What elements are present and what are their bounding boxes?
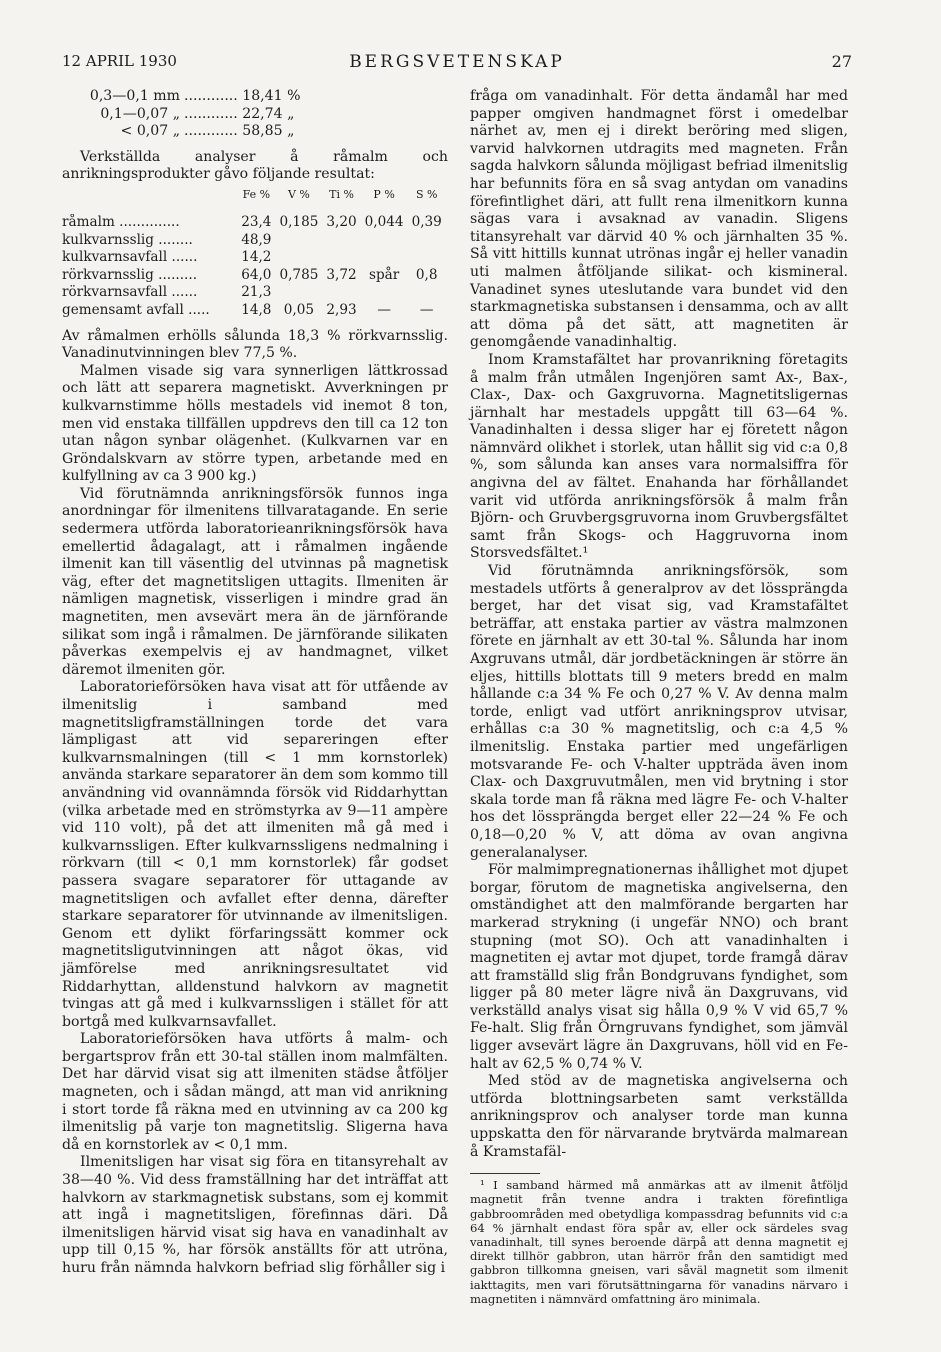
analysis-table bbox=[62, 188, 448, 320]
page-header bbox=[62, 50, 852, 76]
cell bbox=[363, 232, 406, 250]
column-header: Fe % bbox=[242, 187, 271, 201]
row-label: råmalm .............. bbox=[62, 213, 180, 230]
sieve-row bbox=[62, 123, 448, 141]
cell: 23,4 bbox=[241, 213, 272, 230]
row-label: kulkvarnsslig ........ bbox=[62, 231, 193, 248]
cell bbox=[278, 232, 321, 250]
sieve-value: ............ 18,41 % bbox=[184, 88, 301, 104]
sieve-row bbox=[62, 88, 448, 106]
body-paragraph: Malmen visade sig vara synnerligen lättkrossad och lätt att separera magnetiskt. Avverkningen pr kulkvarnstimme hölls mestadels vid inemot 8 ton, men vid enstaka tillfällen uppdrevs den till ca 12 ton utan någon synbar olägenhet. (Kulkvarnen var en Gröndalskvarn av större typen, arbetande med en kulfyllning av ca 3 900 kg.) bbox=[62, 362, 448, 485]
column-header: S % bbox=[415, 187, 438, 201]
table-row bbox=[62, 302, 448, 320]
cell: 3,72 bbox=[326, 266, 357, 283]
sieve-analysis bbox=[62, 88, 448, 141]
sieve-size: 0,1—0,07 „ bbox=[100, 105, 180, 122]
table-row bbox=[62, 284, 448, 302]
sieve-size: < 0,07 „ bbox=[120, 123, 180, 140]
row-label: gemensamt avfall ..... bbox=[62, 301, 210, 318]
table-header-row bbox=[62, 188, 448, 214]
body-paragraph: Ilmenitsligen har visat sig föra en titansyrehalt av 38—40 %. Vid dess framställning har det inträffat att halvkorn av starkmagnetisk substans, som ej kommit att ingå i magnetitsligen, förefinnas däri. Då ilmenitsligen härvid visat sig hava en vanadinhalt av upp till 0,15 %, har försök anställts för att utröna, huru från nämnda halvkorn befriad slig förhåller sig i bbox=[62, 1154, 448, 1276]
cell: 3,20 bbox=[326, 213, 357, 230]
cell: 48,9 bbox=[241, 231, 272, 248]
table-row bbox=[62, 267, 448, 285]
body-paragraph: Med stöd av de magnetiska angivelserna och utförda blottningsarbeten samt verkställda anrikningsprov och analyser torde man kunna uppskatta den för närvarande brytvärda malmarean å Kramstafäl- bbox=[470, 1073, 848, 1160]
cell: 21,3 bbox=[241, 284, 272, 301]
journal-title: BERGSVETENSKAP bbox=[349, 52, 565, 72]
body-paragraph: fråga om vanadinhalt. För detta ändamål har med papper omgiven handmagnet först i omedelbar närhet av, men ej i direkt beröring med sligen, varvid halvkornen utdragits med magneten. Från sagda halvkorn sålunda möjligast befriad ilmenitslig har befunnits föra en så svag antydan om vanadins förefintlighet däri, att fullt rena ilmenitkorn kunna sägas vara i avsaknad av vanadin. Sligens titansyrehalt var därvid 40 % och järnhalten 35 %. Så vitt hittills kunnat utrönas ingår ej heller vanadin uti malmen åtföljande silikat- och kismineral. Vanadinet synes uteslutande vara bundet vid den starkmagnetiska substansen i densamma, och av allt att döma på det sätt, att magnetiten är genomgående vanadinhaltig. bbox=[470, 88, 848, 351]
right-column bbox=[470, 88, 848, 1306]
cell: — bbox=[377, 301, 391, 318]
footnote-text: ¹ I samband härmed må anmärkas att av ilmenit åtföljd magnetit från tvenne andra i trakten förefintliga gabbroområden med obetydliga kompassdrag befunnits vid c:a 64 % järnhalt endast föra spår av, eller ock särdeles svag vanadinhalt, till synes beroende därpå att denna magnetit ej direkt tillhör gabbron, utan härrör från den samtidigt med gabbron tillkomna gneisen, vari såväl magnetit som ilmenit iakttagits, men vari förutsättningarna för vanadins närvaro i magnetiten i nämnvärd omfattning äro minimala. bbox=[470, 1178, 848, 1306]
footnote-rule bbox=[470, 1173, 540, 1174]
body-paragraph: Av råmalmen erhölls sålunda 18,3 % rörkvarnsslig. Vanadinutvinningen blev 77,5 %. bbox=[62, 327, 448, 362]
cell bbox=[320, 284, 363, 302]
table-row bbox=[62, 249, 448, 267]
body-paragraph: Inom Kramstafältet har provanrikning företagits å malm från utmålen Ingenjören samt Ax-, Bax-, Clax-, Dax- och Gaxgruvorna. Magnetitsligernas järnhalt har mestadels uppgått till 63—64 %. Vanadinhalten i dessa sliger har ej företett någon nämnvärd olikhet i storlek, utan hållit sig vid c:a 0,8 %, som sålunda kan anses vara normalsiffra för angivna del av fältet. Enahanda har förhållandet varit vid utförda anrikningsförsök å malm från Björn- och Gruvbergsgruvorna inom Gruvbergsfältet samt från Skogs- och Haggruvorna inom Storsvedsfältet.¹ bbox=[470, 351, 848, 562]
cell: 0,785 bbox=[279, 266, 319, 283]
table-row bbox=[62, 214, 448, 232]
cell bbox=[363, 249, 406, 267]
body-paragraph: Laboratorieförsöken hava utförts å malm- och bergartsprov från ett 30-tal ställen inom malmfälten. Det har därvid visat sig att ilmeniten städse åtföljer magneten, och i sådan mängd, att man vid anrikning i stort torde få räkna med en utvinning av ca 200 kg ilmenitslig på varje ton magnetitslig. Sligerna hava då en kornstorlek av < 0,1 mm. bbox=[62, 1031, 448, 1153]
cell: 0,185 bbox=[279, 213, 319, 230]
issue-date: 12 APRIL 1930 bbox=[62, 52, 177, 70]
row-label: rörkvarnsavfall ...... bbox=[62, 284, 198, 301]
cell bbox=[320, 249, 363, 267]
cell: 0,39 bbox=[411, 213, 442, 230]
left-column bbox=[62, 88, 448, 1278]
cell bbox=[320, 232, 363, 250]
cell: 14,8 bbox=[241, 301, 272, 318]
footnote bbox=[470, 1178, 848, 1306]
cell bbox=[278, 249, 321, 267]
sieve-row bbox=[62, 106, 448, 124]
page-number: 27 bbox=[831, 52, 852, 71]
body-paragraph: Laboratorieförsöken hava visat att för utfående av ilmenitslig i samband med magnetitsligframställningen torde det vara lämpligast att vid separeringen efter kulkvarnsmalningen (till < 1 mm kornstorlek) använda starkare separatorer än dem som kommo till användning vid ovannämnda försök vid Riddarhyttan (vilka arbetade med en strömstyrka av 9—11 ampère vid 110 volt), på det att ilmeniten må gå med i kulkvarnssligen. Efter kulkvarnssligens nedmalning i rörkvarn (till < 0,1 mm kornstorlek) får godset passera svagare separatorer för uttagande av magnetitsligen och avfallet efter denna, därefter starkare separatorer för utvinnande av ilmenitsligen. Genom ett dylikt förfaringssätt kommer ock magnetitsligutvinningen att något ökas, vid jämförelse med anrikningsresultatet vid Riddarhyttan, alldenstund halvkorn av magnetit tvingas att gå med i kulkvarnssligen i stället för att bortgå med kulkvarnsavfallet. bbox=[62, 679, 448, 1030]
sieve-value: ............ 22,74 „ bbox=[184, 105, 295, 122]
cell: 14,2 bbox=[241, 249, 272, 266]
column-header: Ti % bbox=[329, 187, 354, 201]
cell bbox=[405, 232, 448, 250]
sieve-value: ............ 58,85 „ bbox=[184, 123, 295, 140]
cell: 0,05 bbox=[283, 301, 315, 318]
sieve-size: 0,3—0,1 mm bbox=[89, 88, 180, 104]
row-label: kulkvarnsavfall ...... bbox=[62, 249, 198, 266]
body-paragraph: Vid förutnämnda anrikningsförsök, som mestadels utförts å generalprov av det lössprängda berget, har det visat sig, vad Kramstafältet beträffar, att enstaka partier av västra malmzonen förete en järnhalt av ett 30-tal %. Sålunda har inom Axgruvans utmål, där jordbetäckningen är större än eljes, hittills blottats till 9 meters bredd en malm hållande c:a 34 % Fe och 0,27 % V. Av denna malm torde, enligt vad utfört anrikningsprov utvisar, erhållas c:a 30 % magnetitslig, och c:a 4,5 % ilmenitslig. Enstaka partier med ungefärligen motsvarande Fe- och V-halter uppträda även inom Clax- och Daxgruvutmålen, men vid brytning i stor skala torde man få räkna med lägre Fe- och V-halter hos det lössprängda berget eller 22—24 % Fe och 0,18—0,20 % V, att döma av ovan angivna generalanalyser. bbox=[470, 563, 848, 861]
cell: 0,8 bbox=[415, 266, 438, 283]
cell bbox=[278, 284, 321, 302]
cell: 2,93 bbox=[326, 301, 357, 318]
cell: 64,0 bbox=[241, 266, 272, 283]
cell: spår bbox=[368, 266, 400, 283]
cell bbox=[363, 284, 406, 302]
cell: — bbox=[419, 301, 434, 318]
cell: 0,044 bbox=[364, 213, 404, 230]
body-paragraph: För malmimpregnationernas ihållighet mot djupet borgar, förutom de magnetiska angivelserna, den omständighet att den malmförande bergarten har markerad strykning (i ungefär NNO) och brant stupning (mot SO). Och att vanadinhalten i magnetiten ej avtar mot djupet, torde framgå därav att framställd slig från Bondgruvans fyndighet, som ligger på 80 meter lägre nivå än Daxgruvans, vid verkställd analys visat sig hålla 0,9 % V vid 65,7 % Fe-halt. Slig från Örngruvans fyndighet, som jämväl ligger avsevärt lägre än Daxgruvans, höll vid en Fe-halt av 62,5 % 0,74 % V. bbox=[470, 862, 848, 1072]
body-paragraph: Vid förutnämnda anrikningsförsök funnos inga anordningar för ilmenitens tillvaratagande. En serie sedermera utförda laboratorieanrikningsförsök hava emellertid ådagalagt, att i råmalmen ingående ilmenit kan till väsentlig del utvinnas på magnetisk väg, efter det magnetitsligen uttagits. Ilmeniten är nämligen magnetisk, visserligen i mindre grad än magnetiten, men avsevärt mera än de järnförande silikat som ingå i råmalmen. De järnförande silikaten påverkas exempelvis ej av handmagnet, vilket däremot ilmeniten gör. bbox=[62, 485, 448, 678]
cell bbox=[405, 249, 448, 267]
column-header: V % bbox=[287, 187, 310, 201]
table-row bbox=[62, 232, 448, 250]
intro-paragraph: Verkställda analyser å råmalm och anrikningsprodukter gåvo följande resultat: bbox=[62, 148, 448, 183]
cell bbox=[405, 284, 448, 302]
column-header: P % bbox=[373, 187, 395, 201]
row-label: rörkvarnsslig ......... bbox=[62, 266, 198, 283]
